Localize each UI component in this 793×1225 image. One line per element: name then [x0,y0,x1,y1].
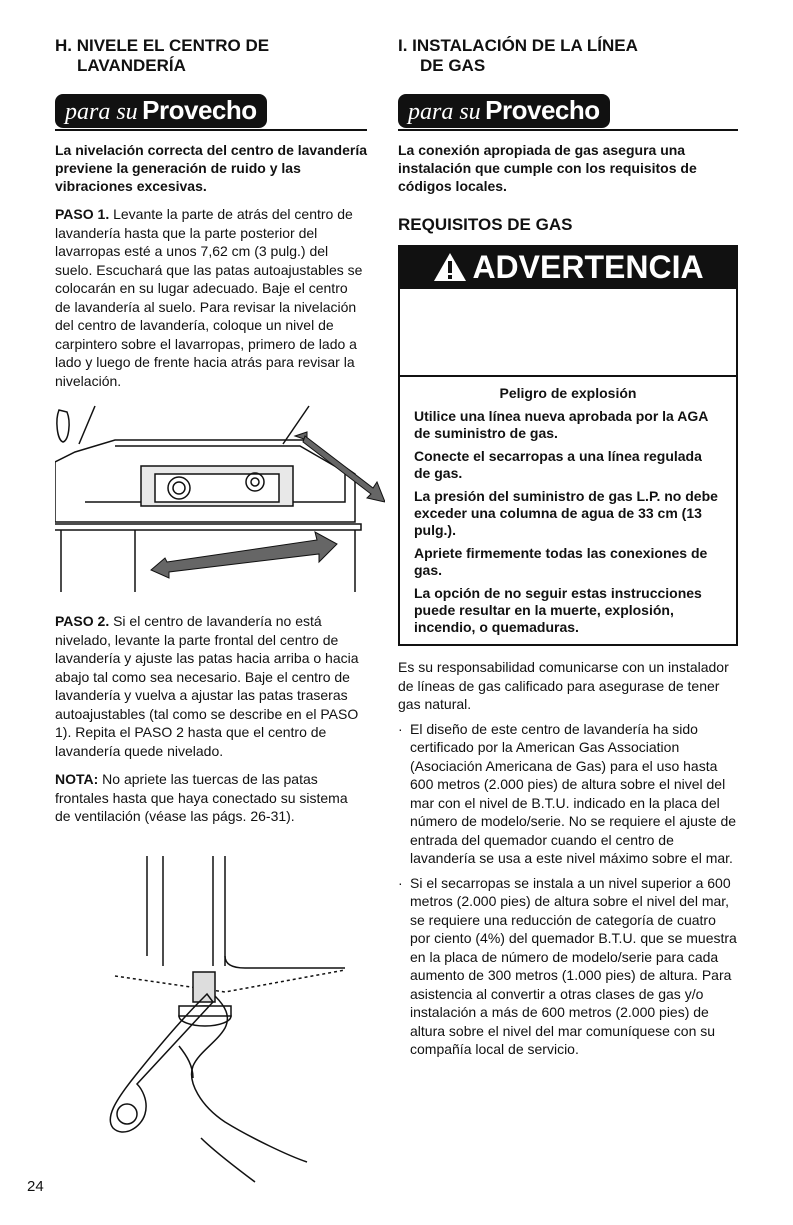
step-1-paragraph [55,205,367,390]
note-paragraph [55,770,367,826]
gas-intro: La conexión apropiada de gas asegura una instalación que cumple con los requisitos de códigos locales. [398,142,697,194]
warning-content [398,289,738,646]
banner-underline [55,129,367,131]
warning-symbol-area [400,289,736,377]
step-1-label: PASO 1. [55,206,110,222]
heading-line: H. NIVELE EL CENTRO DE [55,36,270,55]
warning-item: Apriete firmemente todas las conexiones de gas. [414,545,708,578]
section-h-heading [55,36,367,76]
step-2-text: Si el centro de lavandería no está nivelado, levante la parte frontal del centro de lavandería y ajuste las patas hacia arriba o hacia abajo tal como sea necesario. Baje el centro de lavandería y vuelva a ajustar las patas traseras autoajustables (tal como se describe en el PASO 1). Repita el PASO 2 hasta que el centro de lavandería quede nivelado. [55,613,359,759]
warning-box [398,245,738,646]
warning-body [400,377,736,644]
banner-main-text: Provecho [142,95,257,125]
banner-pre-text: para su [65,99,138,125]
warning-item: La opción de no seguir estas instrucciones puede resultar en la muerte, explosión, incendio, o quemaduras. [414,585,702,635]
warning-title: Peligro de explosión [499,385,637,401]
banner-pre-text: para su [408,99,481,125]
para-su-provecho-banner [398,94,610,128]
right-column [398,36,738,1065]
wrench-foot-adjust-illustration [75,856,375,1186]
warning-item: La presión del suministro de gas L.P. no debe exceder una columna de agua de 33 cm (13 pulg.). [414,488,718,538]
heading-line: DE GAS [420,56,486,75]
list-item: · El diseño de este centro de lavandería ha sido certificado por la American Gas Association (Asociación Americana de Gas) para el uso hasta 600 metros (2.000 pies) de altura sobre el nivel del mar con el nivel de B.T.U. indicado en la placa del número de modelo/serie. No se requiere el ajuste de entrada del quemador cuando el centro de lavandería se usa a este nivel máximo sobre el mar. [398,720,738,868]
left-column [55,36,367,1186]
responsibility-paragraph: Es su responsabilidad comunicarse con un instalador de líneas de gas calificado para asegurase de tener gas natural. [398,659,729,712]
banner-underline [398,129,738,131]
warning-header [398,245,738,289]
leveling-intro: La nivelación correcta del centro de lavandería previene la generación de ruido y las vibraciones excesivas. [55,142,368,194]
washer-leveling-illustration [55,402,385,602]
gas-requirements-heading: REQUISITOS DE GAS [398,215,573,234]
step-2-paragraph [55,612,367,760]
note-label: NOTA: [55,771,99,787]
warning-label: ADVERTENCIA [472,248,704,285]
para-su-provecho-banner [55,94,267,128]
heading-line: I. INSTALACIÓN DE LA LÍNEA [398,36,638,55]
warning-triangle-icon [432,251,468,283]
list-item: · Si el secarropas se instala a un nivel superior a 600 metros (2.000 pies) de altura sobre el nivel del mar, se requiere una reducción de categoría de cuatro por ciento (4%) del quemador B.T.U. que se muestra en la placa de número de modelo/serie para cada aumento de 300 metros (1.000 pies) de altura. Para asistencia al convertir a otras clases de gas y/o instalación a más de 600 metros (2.000 pies) de altura sobre el nivel del mar comuníquese con su compañía local de servicio. [398,874,738,1059]
step-2-label: PASO 2. [55,613,110,629]
gas-requirements-list [398,720,738,1059]
note-text: No apriete las tuercas de las patas frontales hasta que haya conectado su sistema de ventilación (véase las págs. 26-31). [55,771,348,824]
heading-line: LAVANDERÍA [77,56,186,75]
warning-item: Utilice una línea nueva aprobada por la AGA de suministro de gas. [414,408,708,441]
step-1-text: Levante la parte de atrás del centro de lavandería hasta que la parte posterior del lavarropas esté a unos 7,62 cm (3 pulg.) del suelo. Escuchará que las patas autoajustables se colocarán en su lugar adecuado. Baje el centro de lavandería al suelo. Para revisar la nivelación del centro de lavandería, coloque un nivel de carpintero sobre el lavarropas, primero de lado a lado y luego de frente hacia atrás para revisar la nivelación. [55,206,363,389]
warning-item: Conecte el secarropas a una línea regulada de gas. [414,448,702,481]
page-number: 24 [27,1178,44,1195]
banner-main-text: Provecho [485,95,600,125]
section-i-heading [398,36,738,76]
